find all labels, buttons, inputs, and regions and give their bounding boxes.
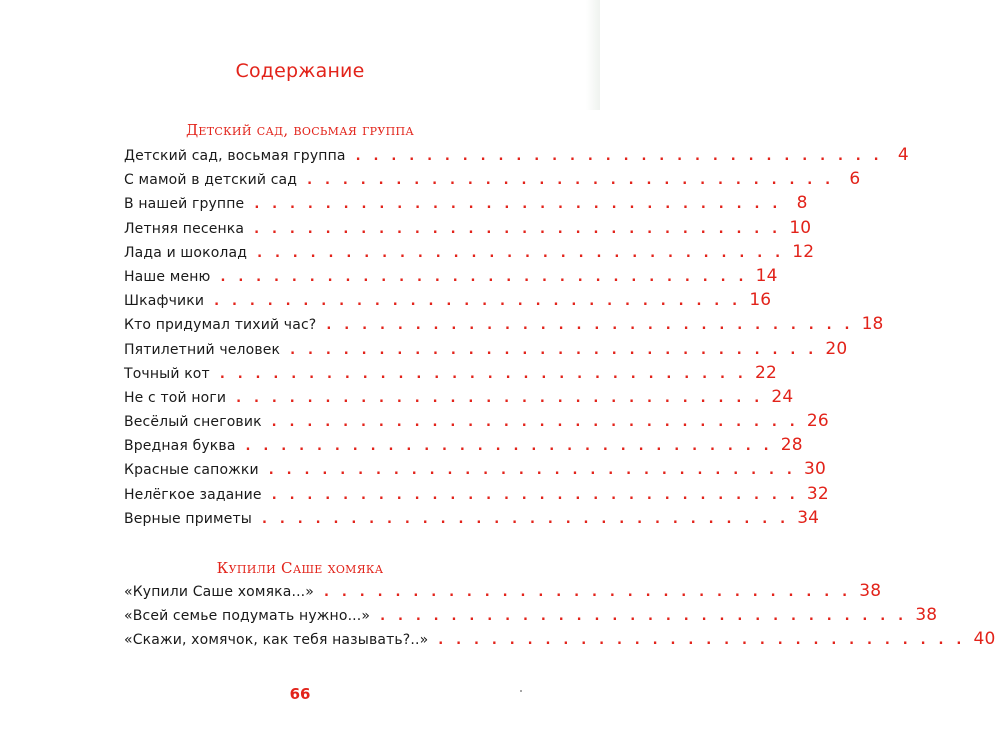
toc-entry-label: «Скажи, хомячок, как тебя называть?..»	[124, 632, 429, 649]
dot-leader: . . . . . . . . . . . . . . . . . . . . . . . . . . . . . .	[254, 221, 782, 237]
dot-leader: . . . . . . . . . . . . . . . . . . . . . . . . . . . . . .	[262, 511, 790, 527]
toc-entry[interactable]	[124, 217, 812, 242]
section-title-1: Детский сад, восьмая группа	[185, 121, 415, 139]
page-title: Содержание	[235, 60, 365, 82]
toc-page-number: 14	[755, 265, 778, 286]
toc-entry-label: Вредная буква	[124, 438, 236, 455]
toc-entry[interactable]	[124, 386, 794, 411]
toc-page-number: 38	[859, 581, 882, 601]
dot-leader: . . . . . . . . . . . . . . . . . . . . . . . . . . . . . .	[245, 439, 773, 455]
toc-page-number: 10	[789, 217, 812, 238]
toc-entry-label: Пятилетний человек	[124, 341, 281, 358]
toc-entry-label: Нелёгкое задание	[124, 486, 262, 503]
toc-entry[interactable]	[124, 411, 829, 435]
toc-entry[interactable]	[124, 507, 820, 532]
dot-leader: . . . . . . . . . . . . . . . . . . . . . . . . . . . . . .	[219, 366, 748, 382]
toc-entry[interactable]	[124, 483, 829, 508]
dot-leader: . . . . . . . . . . . . . . . . . . . . . . . . . . . . . .	[236, 390, 764, 406]
toc-entry[interactable]	[124, 169, 861, 193]
dot-leader: . . . . . . . . . . . . . . . . . . . . . . . . . . . . . .	[254, 197, 782, 213]
toc-entry-label: Точный кот	[124, 365, 210, 382]
toc-entry-label: Красные сапожки	[124, 462, 259, 479]
dot-leader: . . . . . . . . . . . . . . . . . . . . . . . . . . . . . .	[271, 415, 799, 431]
toc-entry[interactable]	[124, 314, 884, 338]
toc-page-number: 28	[780, 435, 803, 456]
dot-leader: . . . . . . . . . . . . . . . . . . . . . . . . . . . . . .	[220, 269, 748, 285]
toc-entry-label: Летняя песенка	[124, 220, 245, 237]
toc-page-number: 34	[797, 507, 820, 528]
toc-entry[interactable]	[124, 362, 777, 387]
dot-leader: . . . . . . . . . . . . . . . . . . . . . . . . . . . . . .	[380, 609, 908, 625]
toc-entry-label: С мамой в детский сад	[124, 172, 298, 189]
toc-entry[interactable]	[124, 290, 772, 314]
toc-entry[interactable]	[124, 605, 938, 629]
page-edge-shade	[586, 0, 600, 110]
toc-entry-label: Лада и шоколад	[124, 244, 248, 261]
toc-entry[interactable]	[124, 145, 909, 169]
toc-entry-label: Весёлый снеговик	[124, 414, 262, 431]
toc-entry[interactable]	[124, 629, 995, 653]
dot-leader: . . . . . . . . . . . . . . . . . . . . . . . . . . . . . .	[438, 633, 966, 649]
toc-entry-label: Наше меню	[124, 268, 211, 285]
toc-page-number: 32	[806, 483, 829, 504]
toc-page-number: 30	[804, 459, 826, 480]
toc-entry[interactable]	[124, 459, 826, 483]
toc-page-number: 24	[771, 386, 794, 407]
toc-list-section-2	[124, 581, 995, 654]
dot-leader: . . . . . . . . . . . . . . . . . . . . . . . . . . . . . .	[257, 245, 785, 261]
toc-page-number: 12	[792, 241, 815, 262]
dot-leader: . . . . . . . . . . . . . . . . . . . . . . . . . . . . . .	[324, 585, 852, 600]
toc-page-number: 6	[849, 169, 861, 190]
toc-entry-label: «Купили Саше хомяка...»	[124, 584, 315, 600]
paper-speck	[520, 690, 522, 692]
toc-entry[interactable]	[124, 338, 848, 363]
toc-page-number: 18	[861, 314, 884, 335]
toc-entry-label: Верные приметы	[124, 510, 252, 527]
toc-list-section-1	[124, 145, 909, 532]
toc-entry-label: Детский сад, восьмая группа	[124, 148, 346, 164]
toc-entry-label: В нашей группе	[124, 196, 245, 213]
toc-page-number: 26	[806, 411, 829, 432]
toc-page-number: 38	[915, 605, 938, 626]
section-title-2: Купили Саше хомяка	[216, 559, 384, 577]
toc-page-number: 4	[897, 145, 909, 165]
toc-page-number: 8	[796, 193, 808, 214]
dot-leader: . . . . . . . . . . . . . . . . . . . . . . . . . . . . . .	[214, 294, 742, 310]
dot-leader: . . . . . . . . . . . . . . . . . . . . . . . . . . . . . .	[271, 487, 799, 503]
dot-leader: . . . . . . . . . . . . . . . . . . . . . . . . . . . . . .	[326, 318, 854, 334]
toc-entry[interactable]	[124, 193, 808, 217]
toc-entry-label: Шкафчики	[124, 293, 205, 310]
dot-leader: . . . . . . . . . . . . . . . . . . . . . . . . . . . . . .	[290, 342, 818, 358]
toc-entry[interactable]	[124, 241, 815, 266]
toc-entry[interactable]	[124, 265, 778, 290]
toc-page-number: 40	[973, 629, 995, 650]
toc-entry-label: Кто придумал тихий час?	[124, 317, 317, 334]
toc-entry-label: Не с той ноги	[124, 389, 227, 406]
toc-entry[interactable]	[124, 435, 803, 459]
dot-leader: . . . . . . . . . . . . . . . . . . . . . . . . . . . . . .	[355, 149, 883, 164]
dot-leader: . . . . . . . . . . . . . . . . . . . . . . . . . . . . . .	[268, 463, 797, 479]
toc-page-number: 16	[749, 290, 772, 311]
page-number-footer: 66	[289, 685, 311, 703]
toc-entry-label: «Всей семье подумать нужно...»	[124, 608, 371, 625]
dot-leader: . . . . . . . . . . . . . . . . . . . . . . . . . . . . . .	[307, 173, 835, 189]
toc-entry[interactable]	[124, 581, 882, 605]
toc-page-number: 20	[825, 338, 848, 359]
toc-page-number: 22	[755, 362, 777, 383]
